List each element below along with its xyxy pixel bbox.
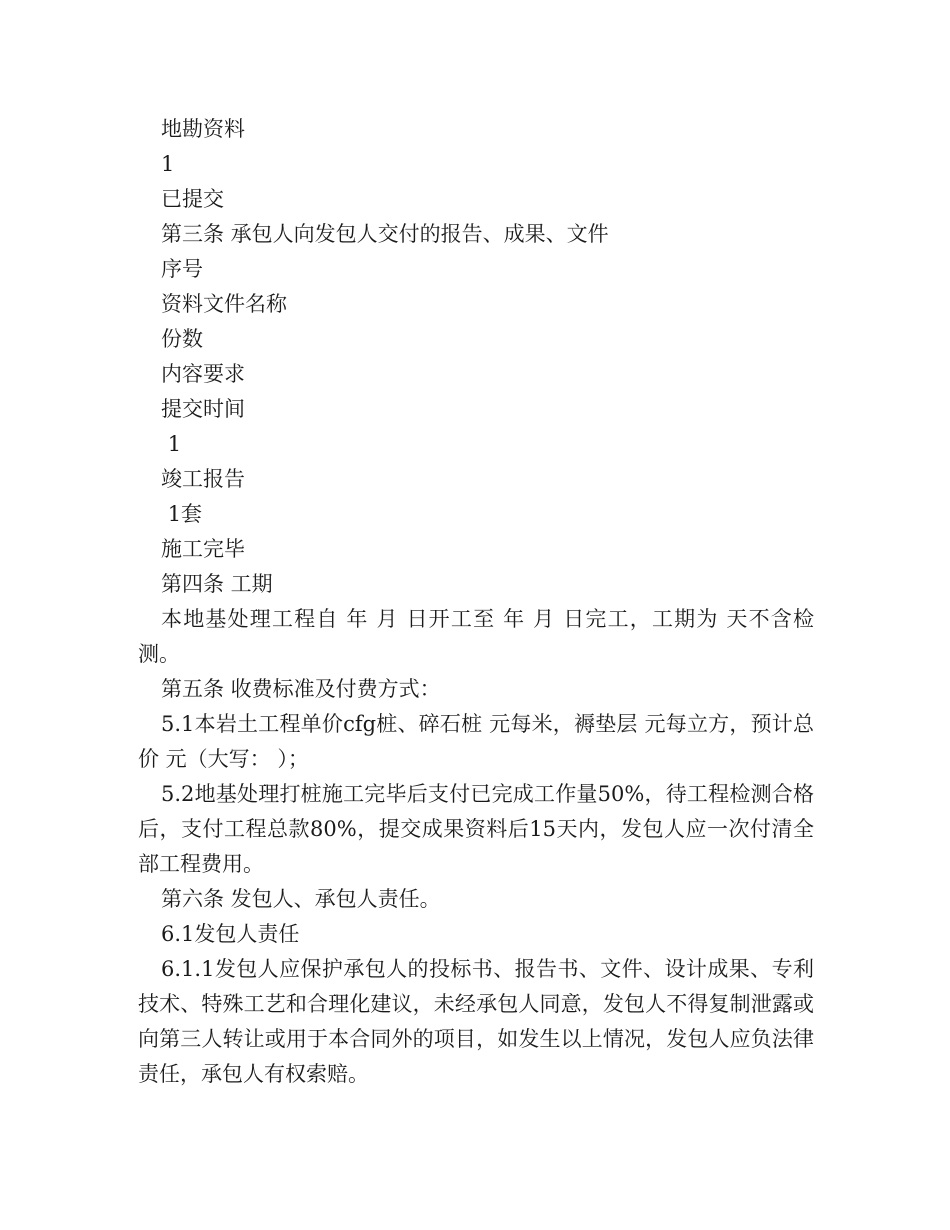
article-6-heading: 第六条 发包人、承包人责任。	[161, 887, 441, 911]
paragraph-survey-data: 地勘资料	[161, 117, 245, 141]
paragraph-submitted: 已提交	[161, 187, 224, 211]
clause-6-1: 6.1发包人责任	[161, 922, 300, 946]
clause-5-2: 5.2地基处理打桩施工完毕后支付已完成工作量50%，待工程检测合格后，支付工程总款80%，提交成果资料后15天内，发包人应一次付清全部工程费用。	[138, 782, 814, 876]
row-serial-1: 1	[161, 432, 182, 456]
row-completion-report: 竣工报告	[161, 467, 245, 491]
article-3-heading: 第三条 承包人向发包人交付的报告、成果、文件	[161, 222, 609, 246]
row-one-set: 1套	[161, 502, 203, 526]
article-4-heading: 第四条 工期	[161, 572, 273, 596]
clause-5-1: 5.1本岩土工程单价cfg桩、碎石桩 元每米，褥垫层 元每立方，预计总价 元（大写： ）；	[138, 712, 814, 771]
paragraph-construction-period: 本地基处理工程自 年 月 日开工至 年 月 日完工，工期为 天不含检测。	[138, 607, 814, 666]
column-submission-time: 提交时间	[161, 397, 245, 421]
paragraph-number-1: 1	[161, 152, 175, 176]
column-serial-number: 序号	[161, 257, 203, 281]
document-body	[138, 112, 814, 1092]
column-copies: 份数	[161, 327, 203, 351]
column-content-requirements: 内容要求	[161, 362, 245, 386]
row-after-construction: 施工完毕	[161, 537, 245, 561]
article-5-heading: 第五条 收费标准及付费方式：	[161, 677, 441, 701]
clause-6-1-1: 6.1.1发包人应保护承包人的投标书、报告书、文件、设计成果、专利技术、特殊工艺和合理化建议，未经承包人同意，发包人不得复制泄露或向第三人转让或用于本合同外的项目，如发生以上情况，发包人应负法律责任，承包人有权索赔。	[138, 957, 814, 1086]
column-file-name: 资料文件名称	[161, 292, 287, 316]
